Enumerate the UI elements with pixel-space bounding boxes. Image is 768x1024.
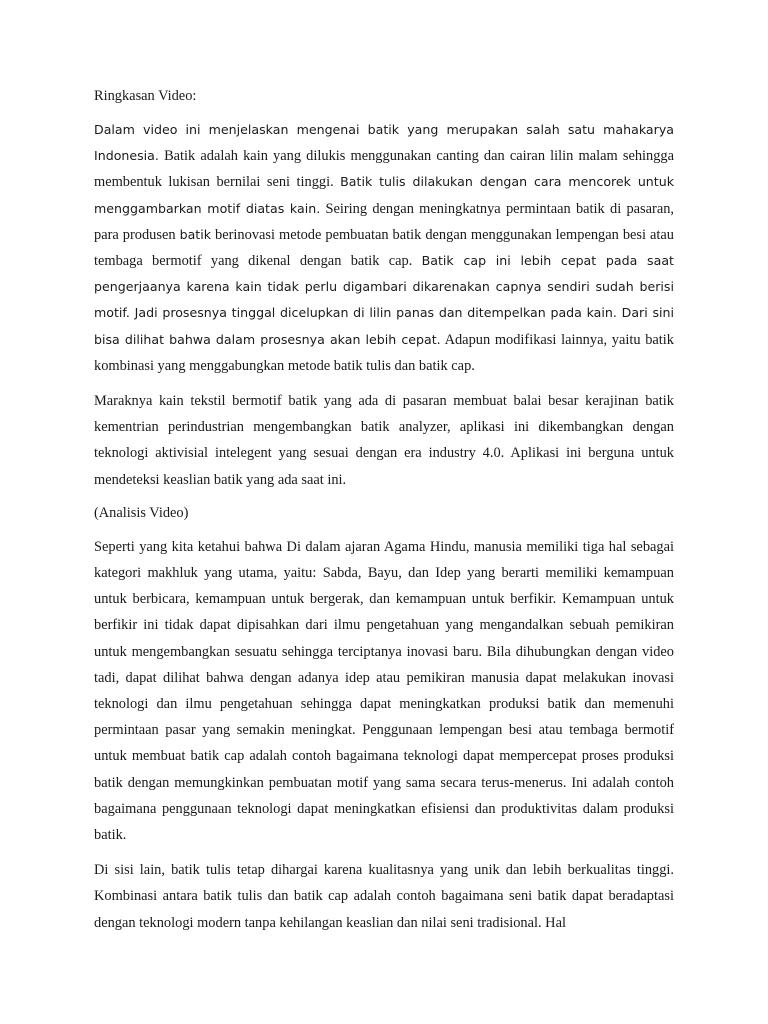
summary-sentence-7: Batik cap ini lebih cepat pada saat pengerjaanya karena kain tidak perlu digambari dikarenakan capnya sendiri sudah berisi motif. Jadi prosesnya tinggal dicelupkan di lilin panas dan ditempelkan pada kain. Dari sini bisa dilihat bahwa dalam prosesnya akan lebih cepat.	[94, 253, 674, 347]
summary-heading: Ringkasan Video:	[94, 88, 197, 104]
closing-paragraph: Di sisi lain, batik tulis tetap dihargai karena kualitasnya yang unik dan lebih berkualitas tinggi. Kombinasi antara batik tulis dan batik cap adalah contoh bagaimana seni batik dapat beradaptasi dengan teknologi modern tanpa kehilangan keaslian dan nilai seni tradisional. Hal	[94, 862, 674, 931]
summary-sentence-8: Adapun modifikasi lainnya, yaitu batik kombinasi yang menggabungkan metode batik tulis dan batik cap.	[94, 331, 674, 374]
analysis-paragraph: Seperti yang kita ketahui bahwa Di dalam ajaran Agama Hindu, manusia memiliki tiga hal sebagai kategori makhluk yang utama, yaitu: Sabda, Bayu, dan Idep yang berarti memiliki kemampuan untuk berbicara, kemampuan untuk bergerak, dan kemampuan untuk berfikir. Kemampuan untuk berfikir ini tidak dapat dipisahkan dari ilmu pengetahuan yang mengandalkan sebuah pemikiran untuk mengembangkan sesuatu sehingga terciptanya inovasi baru. Bila dihubungkan dengan video tadi, dapat dilihat bahwa dengan adanya idep atau pemikiran manusia dapat melakukan inovasi teknologi dan ilmu pengetahuan sehingga dapat meningkatkan produksi batik dan memenuhi permintaan pasar yang semakin meningkat. Penggunaan lempengan besi atau tembaga bermotif untuk membuat batik cap adalah contoh bagaimana teknologi dapat mempercepat proses produksi batik dengan memungkinkan pembuatan motif yang sama secara terus-menerus. Ini adalah contoh bagaimana penggunaan teknologi dapat meningkatkan efisiensi dan produktivitas dalam produksi batik.	[94, 538, 674, 844]
analysis-heading: (Analisis Video)	[94, 504, 189, 521]
summary-word-batik: batik	[179, 226, 212, 242]
summary-sentence-3: Batik tulis dilakukan dengan cara mencorek untuk menggambarkan motif diatas kain.	[94, 174, 675, 216]
summary-sentence-4: Seiring dengan meningkatnya permintaan batik di pasaran, para produsen	[94, 200, 675, 243]
summary-sentence-1: Dalam video ini menjelaskan mengenai batik yang merupakan salah satu mahakarya Indonesia.	[94, 122, 674, 164]
summary-sentence-2: Batik adalah kain yang dilukis menggunakan canting dan cairan lilin malam sehingga membentuk lukisan bernilai seni tinggi.	[94, 148, 674, 191]
document-page	[94, 85, 674, 945]
batik-analyzer-paragraph: Maraknya kain tekstil bermotif batik yang ada di pasaran membuat balai besar kerajinan batik kementrian perindustrian mengembangkan batik analyzer, aplikasi ini dikembangkan dengan teknologi aktivisial intelegent yang sesuai dengan era industry 4.0. Aplikasi ini berguna untuk mendeteksi keaslian batik yang ada saat ini.	[94, 393, 674, 488]
summary-paragraph	[94, 117, 674, 379]
summary-sentence-6: berinovasi metode pembuatan batik dengan menggunakan lempengan besi atau tembaga bermotif yang dikenal dengan batik cap.	[94, 226, 675, 270]
